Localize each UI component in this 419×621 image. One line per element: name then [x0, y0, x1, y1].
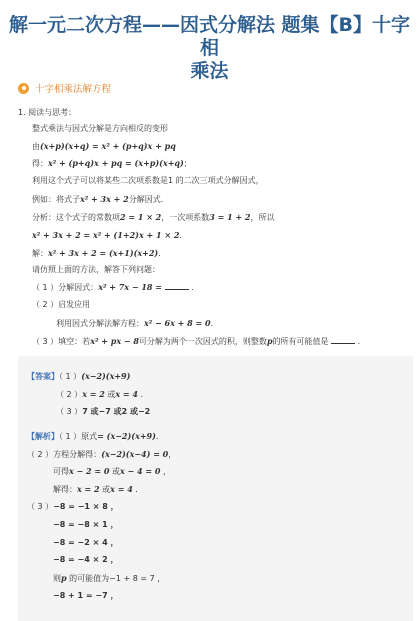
math-expression: 3 = 1 + 2	[209, 212, 251, 222]
math-expression: x² + px − 8	[90, 336, 139, 346]
math-variable: p	[266, 336, 273, 346]
text: 由	[32, 142, 40, 151]
math-expression: 2 = 1 × 2	[120, 212, 162, 222]
answer-blank	[331, 335, 355, 344]
text: 利用因式分解法解方程：	[56, 319, 144, 328]
title-line-2: 乘法	[190, 60, 229, 82]
question-line-4	[32, 157, 192, 170]
math-expression: −8 = −1 × 8 ，	[53, 502, 119, 511]
analysis-line-8: −8 = −4 × 2 ，	[53, 555, 119, 564]
math-expression: x − 2 = 0	[69, 466, 110, 476]
analysis-line-5	[27, 501, 119, 513]
text: ．	[155, 432, 164, 441]
text: ；	[183, 159, 192, 168]
text: ．	[191, 283, 200, 292]
analysis-line-2	[27, 448, 176, 461]
question-line-5: 利用这个式子可以将某些二次项系数是1 的二次三项式分解因式，	[32, 176, 264, 185]
section-label: 十字相乘法解方程	[35, 84, 112, 95]
analysis-line-9	[53, 572, 165, 585]
section-header	[18, 81, 111, 95]
analysis-line-1	[27, 430, 164, 443]
analysis-line-10: −8 + 1 = −7 ，	[53, 591, 119, 600]
text: 解得：	[53, 485, 77, 494]
text: ，	[160, 467, 171, 476]
text: 分析：这个式子的常数项	[32, 213, 120, 222]
question-line-7	[32, 211, 275, 224]
math-expression: x² + (p+q)x + pq = (x+p)(x+q)	[48, 158, 184, 168]
text: 可得	[53, 467, 69, 476]
math-expression: x = 2	[77, 484, 100, 494]
page-title	[0, 14, 419, 83]
math-expression: = (x−2)(x+9)	[97, 431, 156, 441]
text: ．	[179, 231, 188, 240]
text: （ 1 ）分解因式：	[32, 283, 99, 292]
text: （ 1 ）原式	[59, 432, 98, 441]
math-expression: x − 4 = 0	[120, 466, 161, 476]
question-line-10: 请仿照上面的方法，解答下列问题：	[32, 265, 160, 274]
question-line-3	[32, 140, 176, 153]
text: （ 3 ）填空：若	[32, 337, 91, 346]
text: ．	[357, 337, 366, 346]
answer-line-3	[56, 406, 150, 418]
text: （ 1 ）	[59, 372, 82, 381]
text: （ 2 ）方程分解得：	[27, 450, 102, 459]
analysis-line-3	[53, 465, 171, 478]
math-expression: x² − 6x + 8 = 0	[144, 318, 211, 328]
analysis-line-4	[53, 483, 143, 496]
text: 分解因式．	[128, 195, 169, 204]
answer-line-2	[56, 388, 149, 401]
text: 或	[109, 467, 120, 476]
question-part-1	[32, 281, 199, 294]
math-expression: (x+p)(x+q) = x² + (p+q)x + pq	[40, 141, 176, 151]
analysis-line-6: −8 = −8 × 1 ，	[53, 520, 119, 529]
text: ，	[168, 450, 177, 459]
math-expression: x = 4	[110, 484, 133, 494]
text: ，一次项系数	[161, 213, 210, 222]
question-line-8	[32, 229, 187, 242]
title-line-1: 解一元二次方程——因式分解法 题集【B】十字相	[8, 14, 411, 59]
question-part-2: （ 2 ）启发应用	[32, 300, 91, 309]
math-expression: x² + 3x + 2 = x² + (1+2)x + 1 × 2	[32, 230, 180, 240]
text: ，所以	[250, 213, 275, 222]
question-number: 1. 阅读与思考：	[18, 108, 77, 117]
math-variable: p	[61, 573, 67, 583]
math-expression: (x−2)(x−4) = 0	[101, 449, 169, 459]
math-expression: x = 4	[115, 389, 138, 399]
text: 例如：将式子	[32, 195, 80, 204]
answer-tag: 【答案】	[27, 372, 59, 381]
text: 或	[99, 485, 111, 494]
text: 解：	[32, 249, 48, 258]
text: （ 2 ）	[56, 390, 83, 399]
text: （ 3 ）	[27, 502, 54, 511]
text: ．	[158, 249, 167, 258]
math-expression: (x−2)(x+9)	[81, 371, 131, 381]
text: ．	[210, 319, 219, 328]
question-part-3	[32, 335, 366, 348]
text: ．	[132, 485, 144, 494]
text: 的可能值为−1 + 8 = 7 ，	[66, 574, 166, 583]
analysis-line-7: −8 = −2 × 4 ，	[53, 538, 119, 547]
answer-values: 7 或−7 或2 或−2	[82, 407, 151, 416]
question-line-6	[32, 193, 169, 206]
text: 的所有可能值是	[272, 337, 329, 346]
math-expression: x² + 7x − 18 =	[98, 282, 162, 292]
question-line-9	[32, 247, 166, 260]
text: （ 3 ）	[56, 407, 83, 416]
math-expression: x² + 3x + 2 = (x+1)(x+2)	[48, 248, 159, 258]
question-line-2: 整式乘法与因式分解是方向相反的变形	[32, 124, 168, 133]
question-part-2-line	[56, 317, 219, 330]
text: 可分解为两个一次因式的积，则整数	[138, 337, 267, 346]
math-expression: x = 2	[82, 389, 105, 399]
answer-blank	[165, 281, 189, 290]
answer-line-1	[27, 370, 130, 383]
analysis-tag: 【解析】	[27, 432, 59, 441]
text: 得：	[32, 159, 48, 168]
text: 则	[53, 574, 61, 583]
text: ．	[137, 390, 149, 399]
math-expression: x² + 3x + 2	[80, 194, 129, 204]
circle-bullet-icon	[18, 83, 29, 94]
text: 或	[104, 390, 116, 399]
